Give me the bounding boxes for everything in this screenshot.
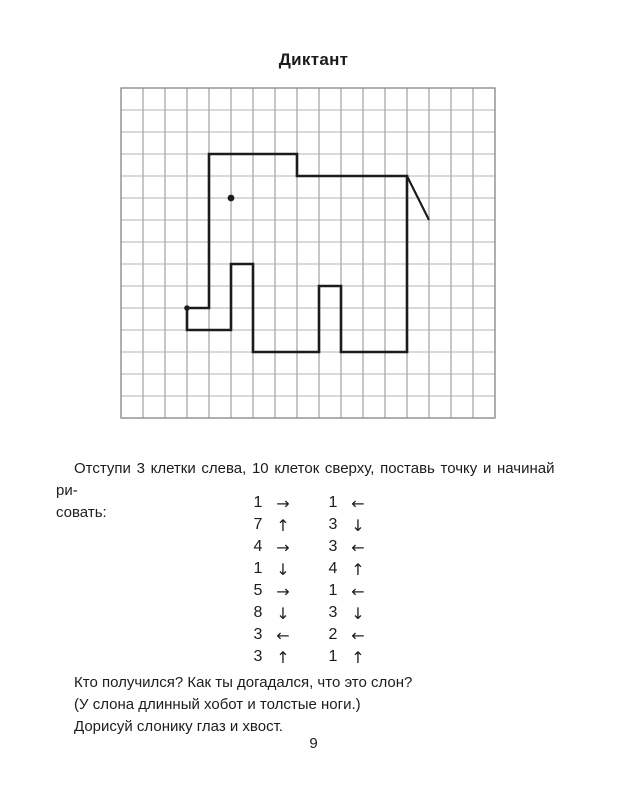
dictation-row (250, 558, 371, 580)
page-number: 9 (309, 735, 318, 752)
direction-arrow-icon: ↓ (276, 603, 290, 623)
step-count: 1 (328, 494, 338, 511)
direction-arrow-icon: → (276, 493, 290, 513)
step-count: 3 (328, 516, 338, 533)
step-count: 3 (328, 538, 338, 555)
question-line-3: Дорисуй слонику глаз и хвост. (74, 718, 283, 735)
step-count: 3 (253, 626, 263, 643)
direction-arrow-icon: → (276, 581, 290, 601)
page-title: Диктант (278, 50, 349, 69)
direction-arrow-icon: ↓ (351, 515, 365, 535)
step-count: 8 (253, 604, 263, 621)
start-point-dot (184, 305, 190, 311)
step-count: 5 (253, 582, 263, 599)
direction-arrow-icon: ← (351, 493, 365, 513)
step-count: 4 (253, 538, 263, 555)
grid-svg (118, 85, 498, 421)
direction-arrow-icon: ↑ (351, 647, 365, 667)
dictation-row (250, 514, 371, 536)
elephant-eye-dot (228, 195, 235, 202)
drawing-grid (118, 85, 498, 421)
step-count: 1 (328, 648, 338, 665)
direction-arrow-icon: ← (351, 581, 365, 601)
step-count: 2 (328, 626, 338, 643)
instruction-line-2: совать: (56, 504, 107, 521)
direction-arrow-icon: ↓ (276, 559, 290, 579)
direction-arrow-icon: ↑ (276, 515, 290, 535)
dictation-row (250, 624, 371, 646)
dictation-row (250, 602, 371, 624)
step-count: 7 (253, 516, 263, 533)
instruction-line-1: Отступи 3 клетки слева, 10 клеток сверху, поставь точку и начинай ри- (56, 460, 555, 499)
step-count: 1 (253, 560, 263, 577)
grid-border (121, 88, 495, 418)
dictation-row (250, 580, 371, 602)
dictation-row (250, 646, 371, 668)
step-count: 3 (328, 604, 338, 621)
question-line-2: (У слона длинный хобот и толстые ноги.) (74, 696, 361, 713)
direction-arrow-icon: ↑ (351, 559, 365, 579)
step-count: 4 (328, 560, 338, 577)
direction-arrow-icon: ← (276, 625, 290, 645)
step-count: 3 (253, 648, 263, 665)
direction-arrow-icon: ↓ (351, 603, 365, 623)
dictation-row (250, 536, 371, 558)
direction-arrow-icon: ← (351, 625, 365, 645)
questions-block (74, 672, 412, 738)
question-line-1: Кто получился? Как ты догадался, что это слон? (74, 674, 413, 691)
step-count: 1 (328, 582, 338, 599)
direction-arrow-icon: ↑ (276, 647, 290, 667)
dictation-row (250, 492, 371, 514)
step-count: 1 (253, 494, 263, 511)
direction-arrow-icon: ← (351, 537, 365, 557)
dictation-table (250, 492, 371, 668)
direction-arrow-icon: → (276, 537, 290, 557)
